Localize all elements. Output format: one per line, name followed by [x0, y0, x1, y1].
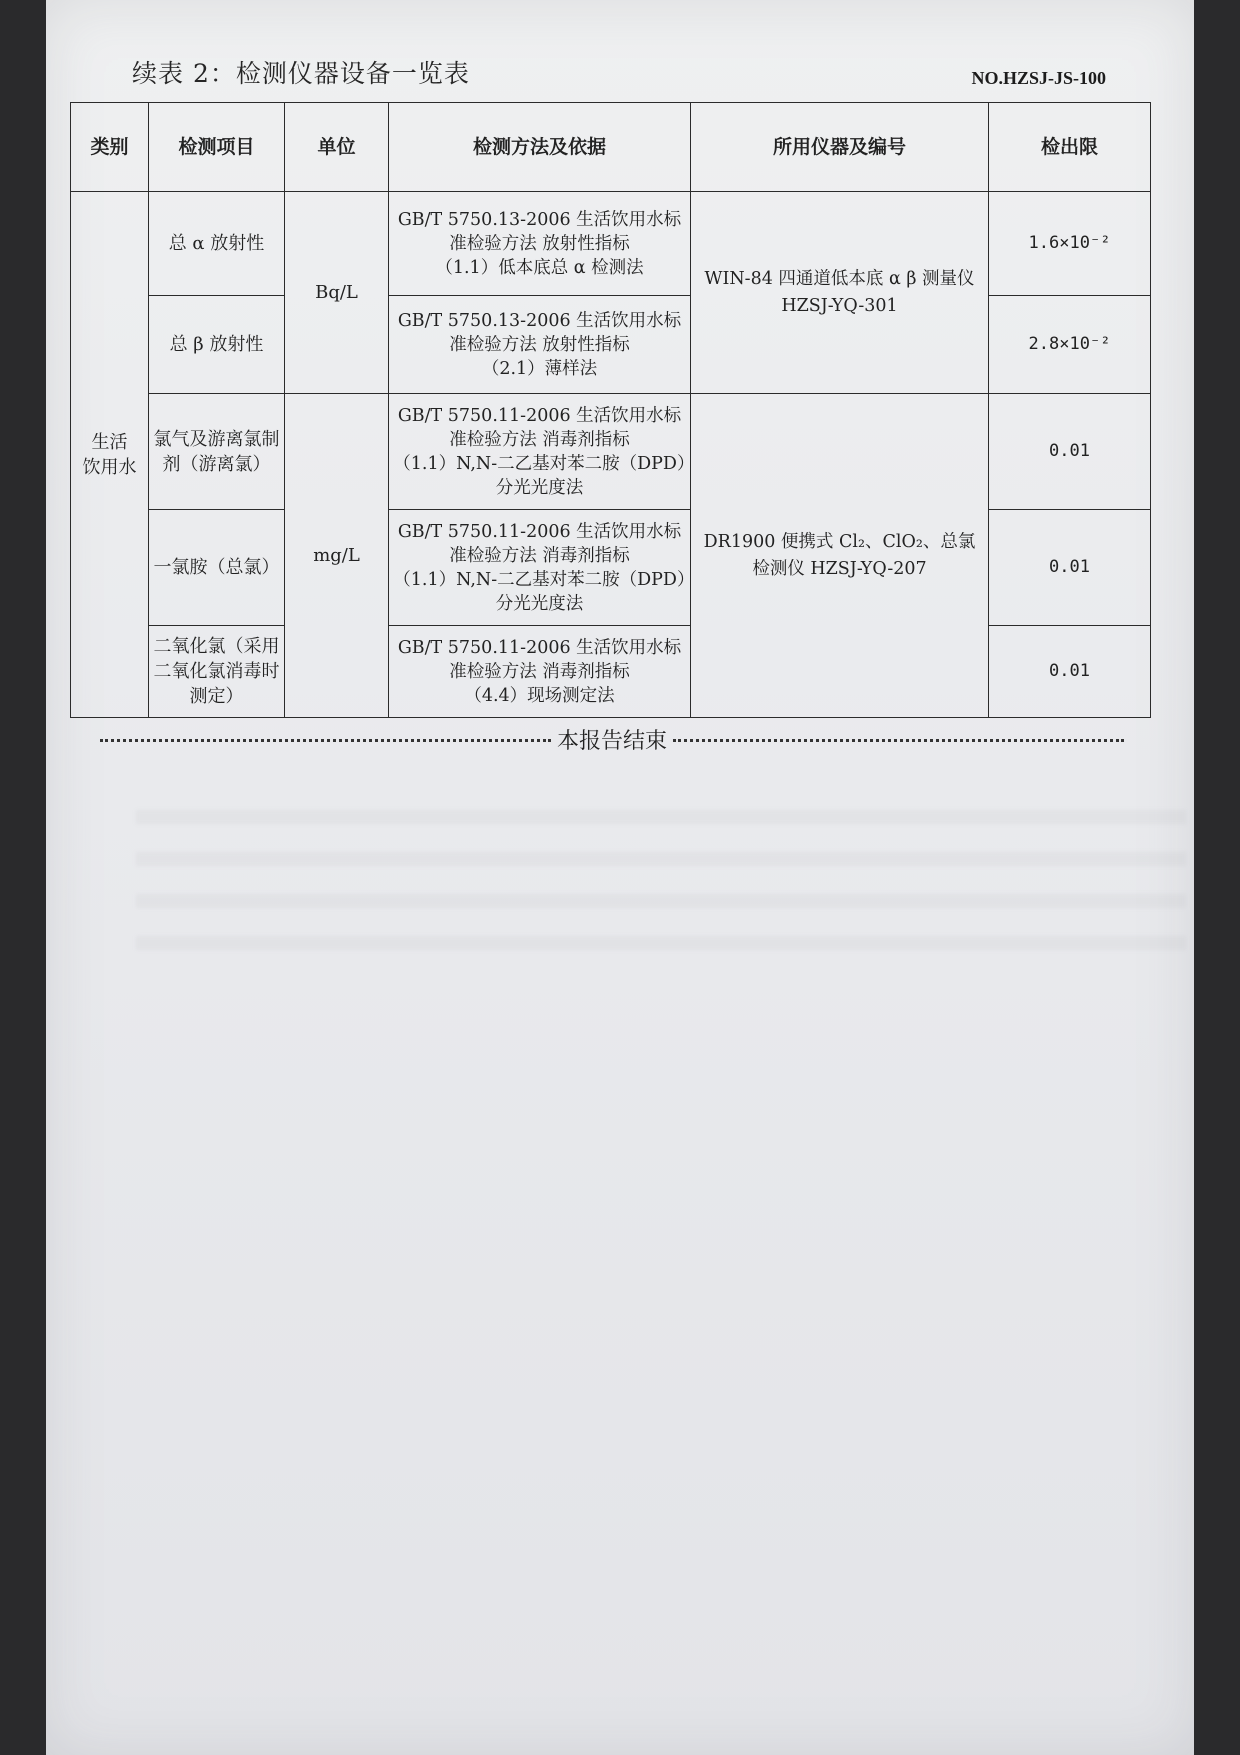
table-row: [71, 510, 1151, 626]
column-header-method: 检测方法及依据: [389, 103, 691, 192]
method-cell: GB/T 5750.13-2006 生活饮用水标准检验方法 放射性指标 （1.1）低本底总 α 检测法: [389, 192, 691, 296]
report-end-text: 本报告结束: [557, 729, 668, 754]
limit-cell: 1.6×10⁻²: [989, 192, 1151, 296]
instrument-cell: WIN-84 四通道低本底 α β 测量仪 HZSJ-YQ-301: [691, 192, 989, 394]
instrument-cell: DR1900 便携式 Cl₂、ClO₂、总氯检测仪 HZSJ-YQ-207: [691, 394, 989, 718]
item-cell: 氯气及游离氯制剂（游离氯）: [149, 394, 285, 510]
limit-cell: 0.01: [989, 510, 1151, 626]
limit-cell: 0.01: [989, 394, 1151, 510]
method-cell: GB/T 5750.11-2006 生活饮用水标准检验方法 消毒剂指标 （1.1）N,N-二乙基对苯二胺（DPD）分光光度法: [389, 510, 691, 626]
category-cell: 生活 饮用水: [71, 192, 149, 718]
table-row: [71, 296, 1151, 394]
limit-cell: 2.8×10⁻²: [989, 296, 1151, 394]
column-header-limit: 检出限: [989, 103, 1151, 192]
column-header-unit: 单位: [285, 103, 389, 192]
dotted-leader-right: [673, 739, 1124, 742]
limit-cell: 0.01: [989, 626, 1151, 718]
item-cell: 总 β 放射性: [149, 296, 285, 394]
method-cell: GB/T 5750.13-2006 生活饮用水标准检验方法 放射性指标 （2.1）薄样法: [389, 296, 691, 394]
item-cell: 一氯胺（总氯）: [149, 510, 285, 626]
unit-cell: mg/L: [285, 394, 389, 718]
table-header-row: [71, 103, 1151, 192]
dotted-leader-left: [100, 739, 551, 742]
column-header-category: 类别: [71, 103, 149, 192]
table-row: [71, 192, 1151, 296]
page-title: 续表 2：检测仪器设备一览表: [132, 59, 470, 88]
item-cell: 二氧化氯（采用二氧化氯消毒时测定）: [149, 626, 285, 718]
method-cell: GB/T 5750.11-2006 生活饮用水标准检验方法 消毒剂指标 （1.1）N,N-二乙基对苯二胺（DPD）分光光度法: [389, 394, 691, 510]
unit-cell: Bq/L: [285, 192, 389, 394]
column-header-instrument: 所用仪器及编号: [691, 103, 989, 192]
table-row: [71, 626, 1151, 718]
item-cell: 总 α 放射性: [149, 192, 285, 296]
method-cell: GB/T 5750.11-2006 生活饮用水标准检验方法 消毒剂指标 （4.4）现场测定法: [389, 626, 691, 718]
bleed-through-shadow: [136, 810, 1186, 960]
report-end-marker: [100, 724, 1124, 755]
column-header-item: 检测项目: [149, 103, 285, 192]
document-number: NO.HZSJ-JS-100: [971, 68, 1106, 88]
equipment-table: [70, 102, 1151, 718]
table-row: [71, 394, 1151, 510]
